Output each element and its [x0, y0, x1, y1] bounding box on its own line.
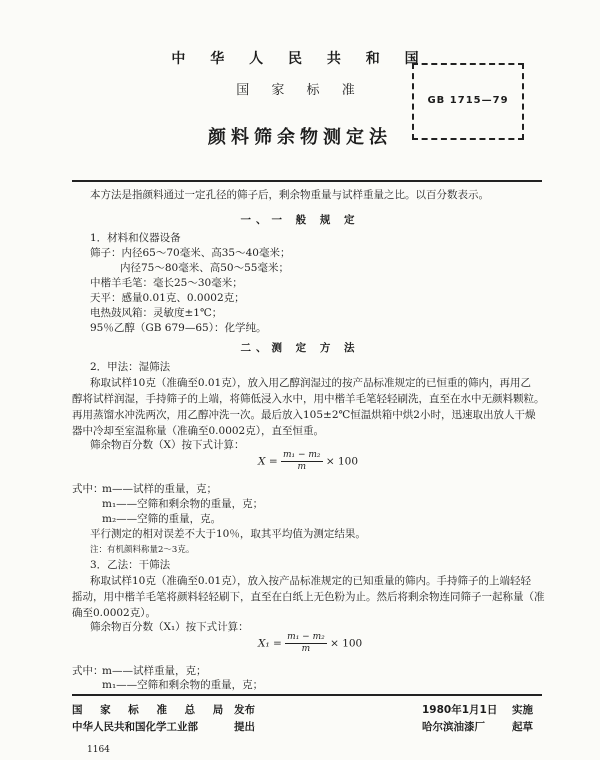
page-number: 1164: [87, 745, 110, 755]
parallel-text: 平行测定的相对误差不大于10％，取其平均值为测定结果。: [90, 528, 366, 540]
wet-text-line-2: 醇将试样润湿，手持筛子的上端，将筛低浸入水中，用中楷羊毛笔轻轻刷洗，直至在水中无颜料颗粒。: [72, 393, 545, 405]
formula-1-numerator: m₁ − m₂: [282, 450, 321, 460]
intro-text: 本方法是指颜料通过一定孔径的筛子后，剩余物重量与试样重量之比。以百分数表示。: [90, 189, 489, 201]
top-divider: [72, 180, 542, 182]
header-standard-type: 国 家 标 准: [236, 83, 364, 98]
where-label-2: 式中：: [72, 665, 104, 677]
formula-2-fraction: [285, 632, 327, 655]
formula-1-denominator: m: [297, 462, 307, 472]
wet-method-title: 2．甲法：湿筛法: [90, 361, 171, 373]
proposer-label: 中华人民共和国化学工业部: [72, 721, 198, 733]
sieve-line-2: 内径75～80毫米、高50～55毫米；: [120, 262, 289, 274]
calc-intro-1: 筛余物百分数（X）按下式计算：: [90, 439, 245, 451]
where-1-m2: m₂——空筛的重量，克。: [102, 513, 222, 525]
formula-1: X = $\frac{\text{m₁ − m₂}}{m}$ × 100: [258, 450, 359, 472]
where-1-m: m——试样的重量，克；: [102, 483, 217, 495]
where-2-m1: m₁——空筛和剩余物的重量，克；: [102, 679, 264, 691]
sieve-line-1: 筛子：内径65～70毫米、高35～40毫米；: [90, 247, 291, 259]
balance-line: 天平：感量0.01克、0.0002克；: [90, 292, 245, 304]
formula-2-tail: × 100: [330, 637, 363, 650]
wet-text-line-4: 器中冷却至室温称量（准确至0.0002克），直至恒重。: [72, 425, 324, 437]
section-heading-general: 一、一 般 规 定: [240, 214, 360, 226]
formula-2-numerator: m₁ − m₂: [287, 632, 325, 642]
header-country: 中 华 人 民 共 和 国: [171, 51, 429, 67]
wet-text-line-1: 称取试样10克（准确至0.01克），放入用乙醇润湿过的按产品标准规定的已恒重的筛内，再用乙: [90, 377, 531, 389]
where-2-m: m——试样重量，克；: [102, 665, 207, 677]
publisher-action: 发布: [234, 704, 255, 716]
calc-intro-2: 筛余物百分数（X₁）按下式计算：: [90, 621, 249, 633]
formula-2-lhs: X₁: [258, 637, 270, 650]
section-heading-method: 二、测 定 方 法: [240, 342, 360, 354]
formula-2-denominator: m: [301, 644, 311, 654]
note-text: 注：有机颜料称量2～3克。: [90, 545, 195, 555]
dry-text-line-1: 称取试样10克（准确至0.01克），放入按产品标准规定的已知重量的筛内。手持筛子的上端轻轻: [90, 575, 531, 587]
item-materials-title: 1．材料和仪器设备: [90, 232, 181, 244]
proposer-action: 提出: [234, 721, 255, 733]
drafter-label: 哈尔滨油漆厂: [422, 721, 485, 733]
dry-method-title: 3．乙法：干筛法: [90, 559, 171, 571]
dry-text-line-2: 摇动，用中楷羊毛笔将颜料轻轻刷下，直至在白纸上无色粉为止。然后将剩余物连同筛子一起称量（准: [72, 591, 545, 603]
implementation-action: 实施: [512, 704, 533, 716]
implementation-date: 1980年1月1日: [422, 704, 498, 716]
brush-line: 中楷羊毛笔：毫长25～30毫米；: [90, 277, 243, 289]
where-1-m1: m₁——空筛和剩余物的重量，克；: [102, 498, 264, 510]
formula-2: X₁ = $\frac{\text{m₁ − m₂}}{m}$ × 100: [258, 632, 363, 654]
publisher-label: 国 家 标 准 总 局: [72, 704, 231, 716]
drafter-action: 起草: [512, 721, 533, 733]
ethanol-line: 95％乙醇（GB 679—65）：化学纯。: [90, 322, 267, 334]
standard-code: GB 1715—79: [427, 95, 509, 106]
oven-line: 电热鼓风箱：灵敏度±1℃；: [90, 307, 223, 319]
where-label-1: 式中：: [72, 483, 104, 495]
wet-text-line-3: 再用蒸馏水冲洗两次，用乙醇冲洗一次。最后放入105±2℃恒温烘箱中烘2小时，迅速取出放人干燥: [72, 409, 536, 421]
document-title: 颜料筛余物测定法: [208, 127, 392, 148]
formula-1-fraction: [281, 450, 323, 473]
footer-divider: [72, 694, 542, 696]
formula-1-lhs: X: [258, 455, 266, 468]
dry-text-line-3: 确至0.0002克）。: [72, 607, 156, 619]
formula-1-tail: × 100: [325, 455, 359, 468]
